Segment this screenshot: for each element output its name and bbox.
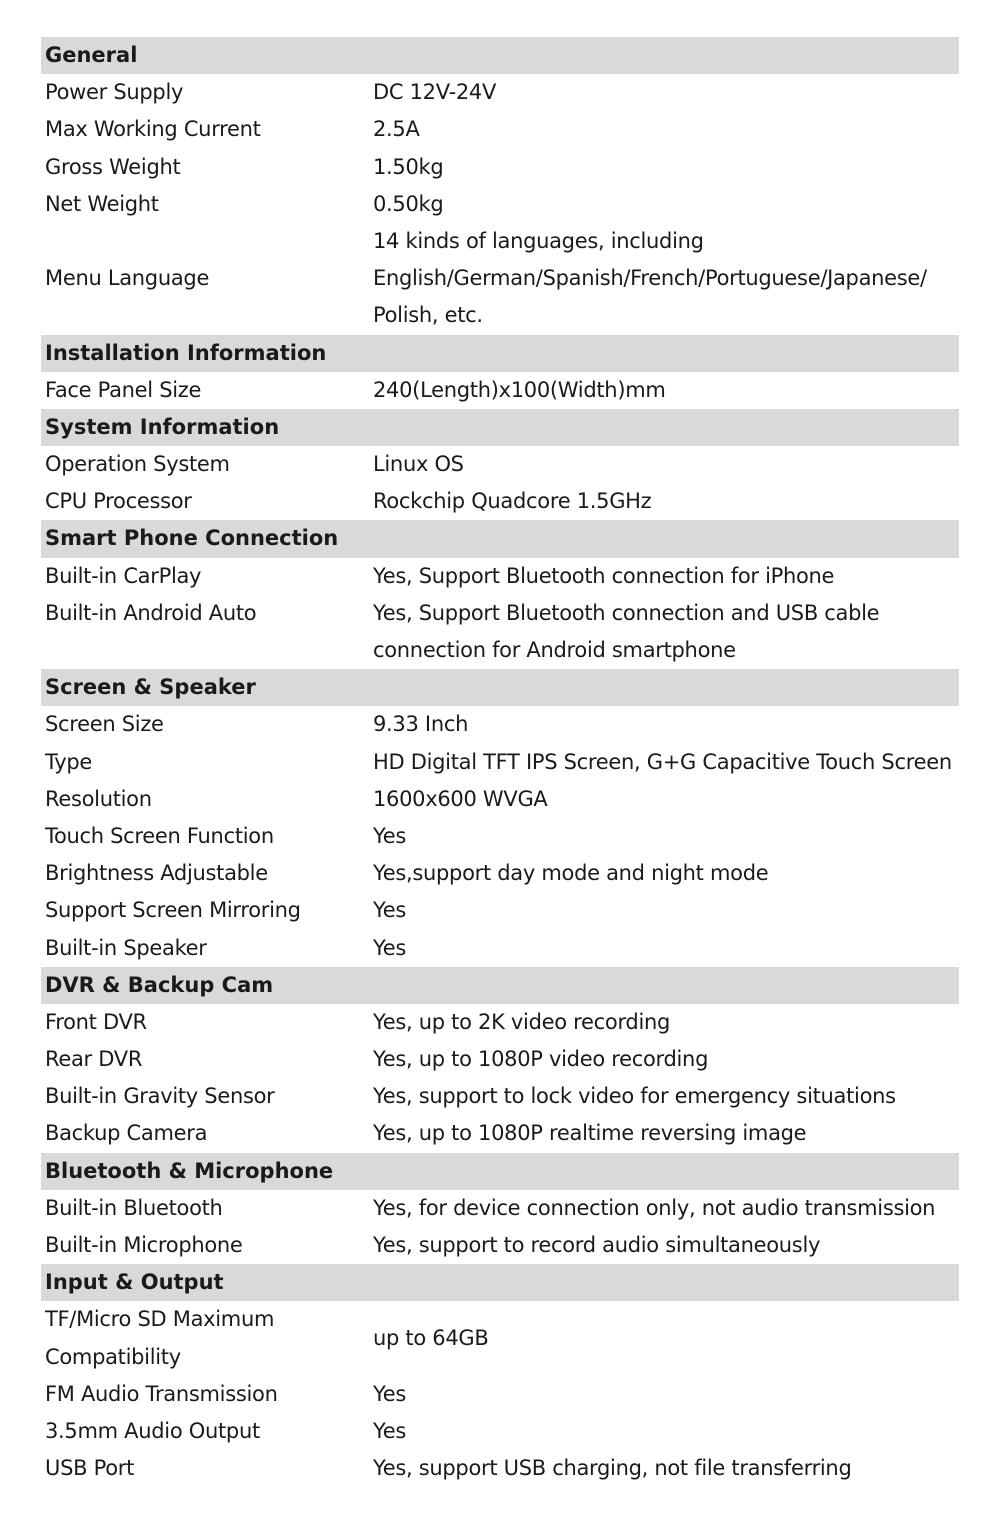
spec-row — [41, 1004, 959, 1041]
section-header — [41, 335, 959, 372]
spec-label: Resolution — [45, 786, 152, 811]
spec-value: DC 12V-24V — [373, 80, 497, 105]
spec-label: Screen Size — [45, 712, 164, 737]
spec-row — [41, 1413, 959, 1450]
section-title: Input & Output — [45, 1270, 224, 1295]
spec-row — [41, 446, 959, 483]
spec-label: TF/Micro SD Maximum Compatibility — [45, 1307, 275, 1369]
spec-value: Yes — [373, 898, 406, 923]
spec-row — [41, 1078, 959, 1115]
section-header — [41, 37, 959, 74]
section-header — [41, 1264, 959, 1301]
spec-label: Touch Screen Function — [45, 823, 274, 848]
spec-table — [41, 37, 959, 1487]
spec-row — [41, 744, 959, 781]
spec-value: Yes, Support Bluetooth connection and USB cable connection for Android smartphone — [373, 600, 880, 662]
spec-row — [41, 372, 959, 409]
spec-label: Front DVR — [45, 1009, 147, 1034]
spec-label: Gross Weight — [45, 154, 181, 179]
spec-value: 1600x600 WVGA — [373, 786, 548, 811]
section-header — [41, 520, 959, 557]
spec-row — [41, 781, 959, 818]
spec-value: Yes — [373, 1381, 406, 1406]
spec-label: Backup Camera — [45, 1121, 208, 1146]
spec-value: 2.5A — [373, 117, 420, 142]
spec-value: Yes — [373, 1418, 406, 1443]
section-title: Installation Information — [45, 340, 327, 365]
spec-label: CPU Processor — [45, 489, 192, 514]
section-title: DVR & Backup Cam — [45, 972, 274, 997]
spec-label: Built-in Bluetooth — [45, 1195, 223, 1220]
spec-value: Linux OS — [373, 452, 464, 477]
spec-value: 14 kinds of languages, including English/German/Spanish/French/Portuguese/Japanese/ Polish, etc. — [373, 228, 927, 328]
spec-row — [41, 1227, 959, 1264]
spec-row — [41, 595, 959, 669]
section-title: Bluetooth & Microphone — [45, 1158, 334, 1183]
section-header — [41, 409, 959, 446]
section-header — [41, 1153, 959, 1190]
spec-row — [41, 1376, 959, 1413]
spec-row — [41, 855, 959, 892]
spec-row — [41, 818, 959, 855]
spec-label: Type — [45, 749, 93, 774]
spec-label: Built-in CarPlay — [45, 563, 202, 588]
spec-label: Rear DVR — [45, 1047, 143, 1072]
spec-row — [41, 186, 959, 223]
spec-label: Operation System — [45, 452, 230, 477]
spec-value: Yes, up to 1080P realtime reversing image — [373, 1121, 807, 1146]
spec-label: Support Screen Mirroring — [45, 898, 301, 923]
spec-value: 0.50kg — [373, 191, 444, 216]
spec-value: HD Digital TFT IPS Screen, G+G Capacitive Touch Screen — [373, 749, 952, 774]
spec-value: Yes — [373, 823, 406, 848]
spec-row — [41, 706, 959, 743]
spec-row — [41, 223, 959, 335]
spec-label: USB Port — [45, 1456, 135, 1481]
spec-label: Built-in Speaker — [45, 935, 207, 960]
spec-row — [41, 1450, 959, 1487]
spec-row — [41, 149, 959, 186]
spec-row — [41, 892, 959, 929]
spec-value: Yes, support to lock video for emergency situations — [373, 1084, 896, 1109]
section-title: Smart Phone Connection — [45, 526, 339, 551]
spec-label: Net Weight — [45, 191, 159, 216]
spec-value: Yes, for device connection only, not audio transmission — [373, 1195, 936, 1220]
spec-value: 9.33 Inch — [373, 712, 469, 737]
spec-label: Max Working Current — [45, 117, 261, 142]
spec-label: Built-in Microphone — [45, 1233, 243, 1257]
spec-label: Face Panel Size — [45, 377, 202, 402]
spec-value: Yes, Support Bluetooth connection for iPhone — [373, 563, 835, 588]
section-header — [41, 669, 959, 706]
spec-value: up to 64GB — [373, 1325, 489, 1350]
spec-label: Menu Language — [45, 266, 210, 291]
spec-row — [41, 558, 959, 595]
spec-value: Yes,support day mode and night mode — [373, 861, 769, 886]
spec-label: Power Supply — [45, 80, 184, 105]
spec-row — [41, 1041, 959, 1078]
spec-row — [41, 74, 959, 111]
spec-value: 1.50kg — [373, 154, 444, 179]
spec-value: Yes, support USB charging, not file transferring — [373, 1456, 852, 1481]
spec-value: Yes, up to 2K video recording — [373, 1009, 671, 1034]
spec-row — [41, 111, 959, 148]
spec-row — [41, 1301, 959, 1375]
spec-value: Rockchip Quadcore 1.5GHz — [373, 489, 652, 514]
section-header — [41, 967, 959, 1004]
spec-value: Yes, up to 1080P video recording — [373, 1047, 709, 1072]
section-title: Screen & Speaker — [45, 675, 256, 700]
spec-label: Built-in Gravity Sensor — [45, 1084, 275, 1109]
spec-label: 3.5mm Audio Output — [45, 1418, 260, 1443]
spec-label: Brightness Adjustable — [45, 861, 268, 886]
spec-row — [41, 1115, 959, 1152]
section-title: General — [45, 43, 138, 67]
spec-row — [41, 483, 959, 520]
spec-value: Yes — [373, 935, 406, 960]
spec-row — [41, 1190, 959, 1227]
spec-label: FM Audio Transmission — [45, 1381, 278, 1406]
section-title: System Information — [45, 414, 280, 439]
spec-value: Yes, support to record audio simultaneously — [373, 1233, 821, 1257]
spec-label: Built-in Android Auto — [45, 600, 257, 625]
spec-row — [41, 930, 959, 967]
spec-value: 240(Length)x100(Width)mm — [373, 377, 666, 402]
